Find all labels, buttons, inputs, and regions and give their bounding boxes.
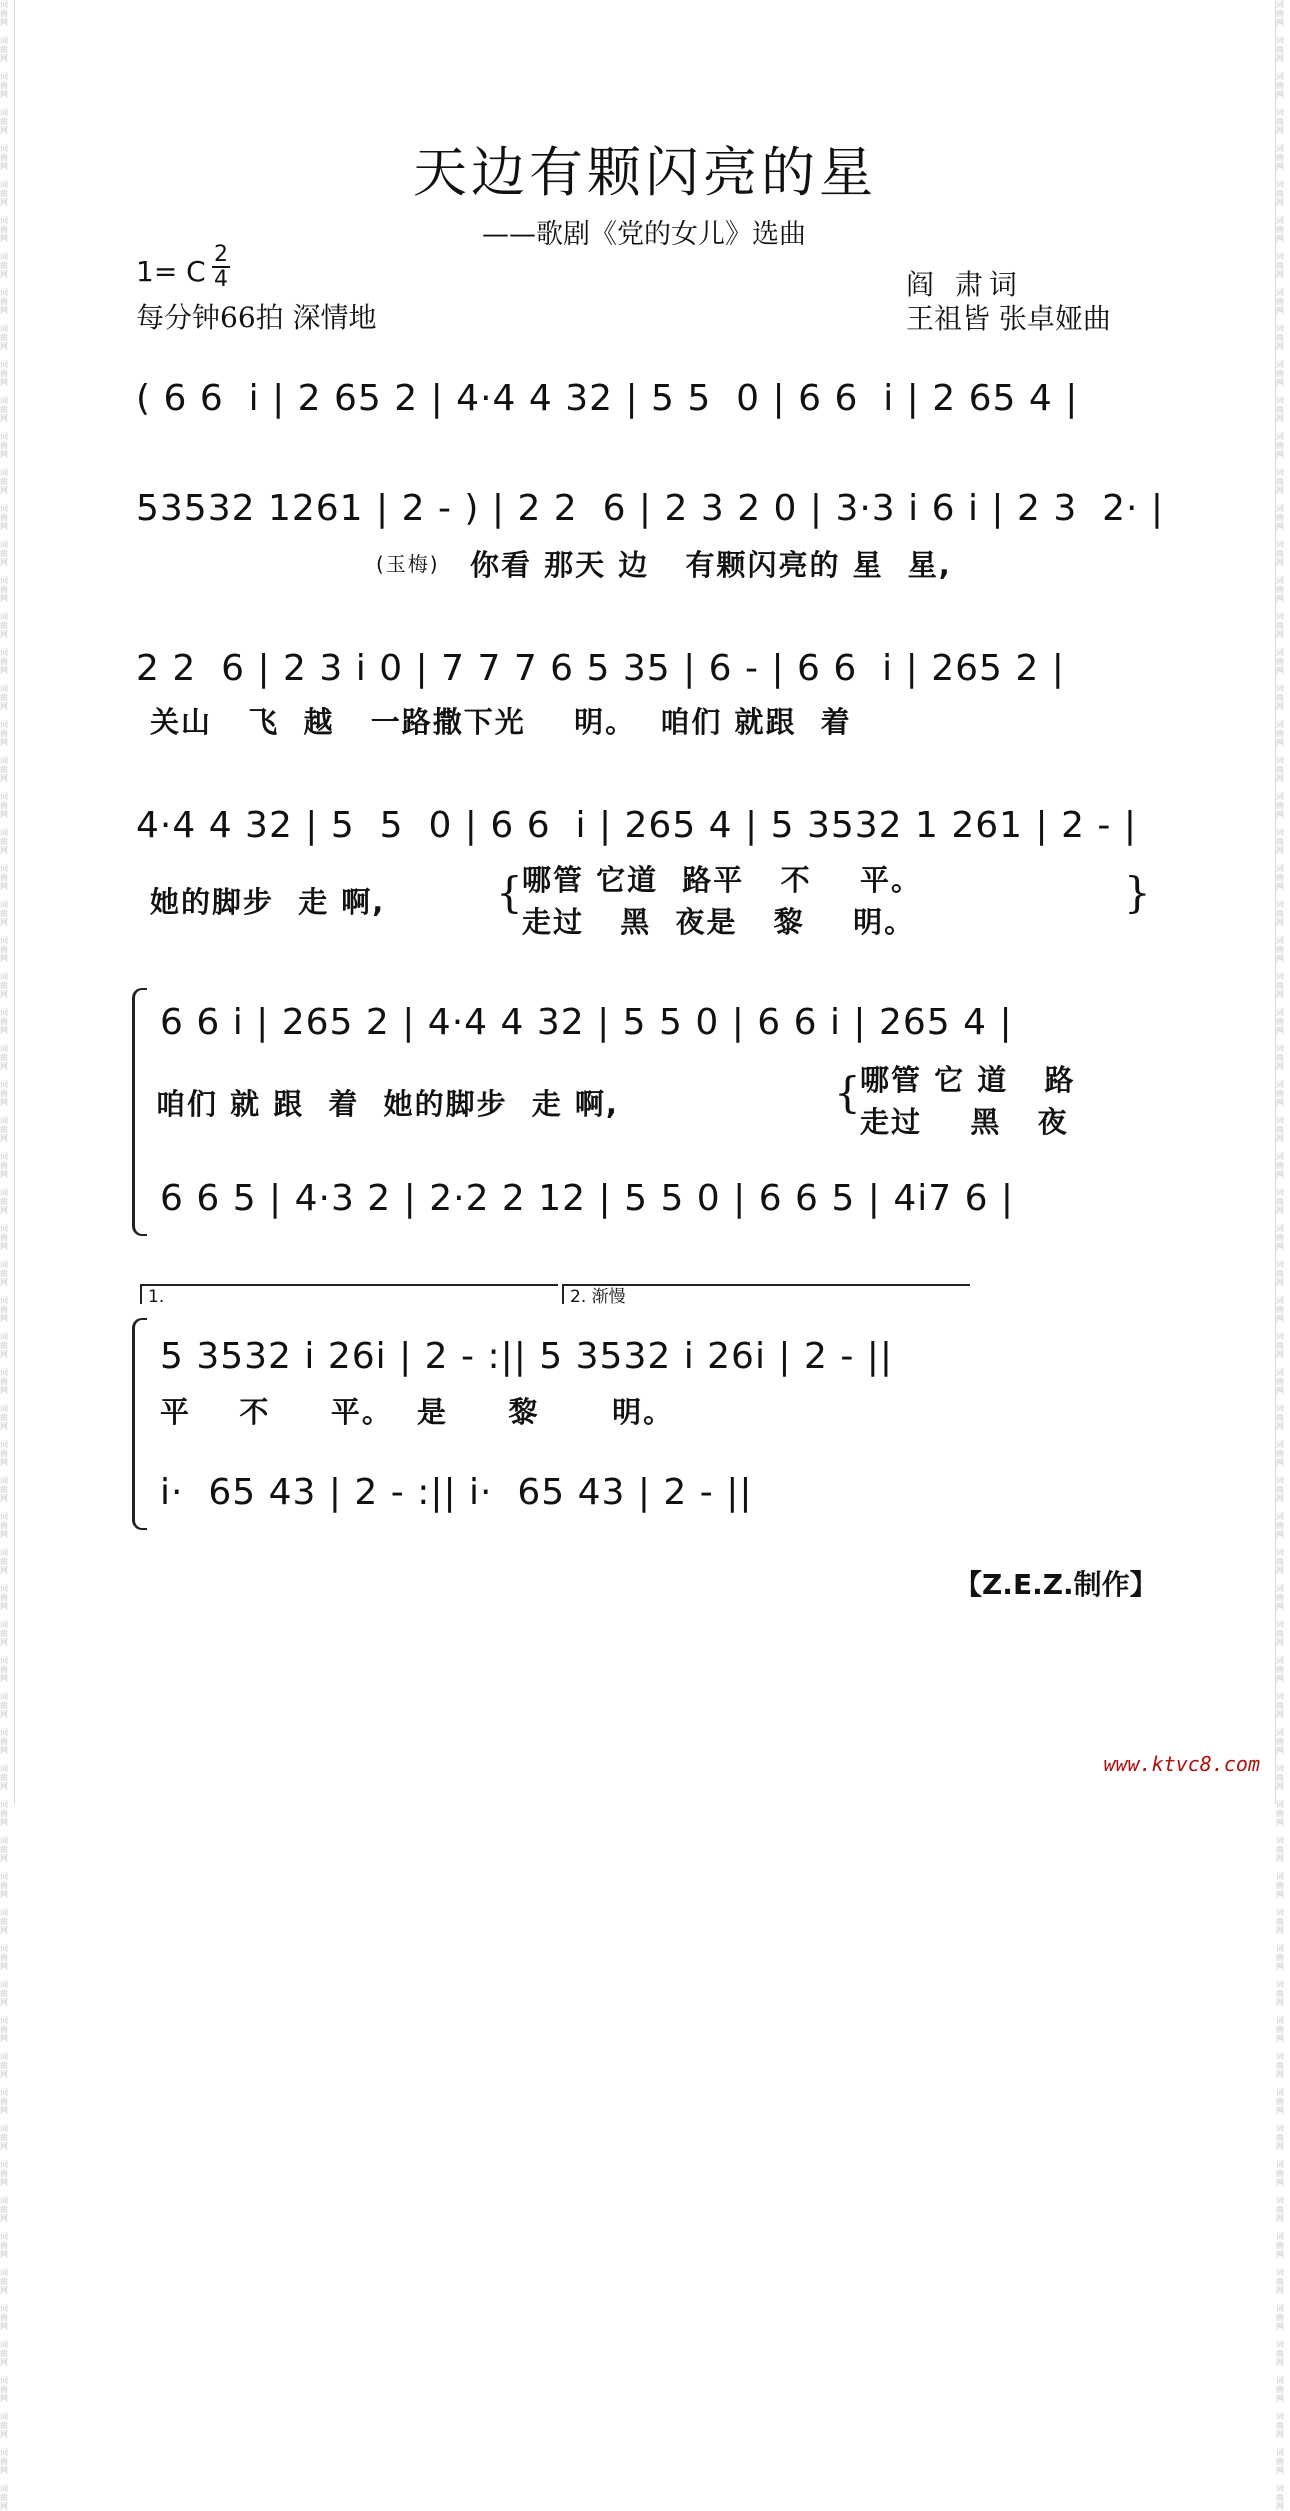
song-title: 天边有颗闪亮的星 xyxy=(413,141,877,204)
maker-credit: 【Z.E.Z.制作】 xyxy=(954,1568,1158,1601)
music-line-3: 2 2 6 | 2 3 i 0 | 7 7 7 6 5 35 | 6 - | 6 6 i | 265 2 | xyxy=(136,648,1065,689)
time-signature-top: 2 xyxy=(214,242,228,267)
music-line-2: 53532 1261 | 2 - ) | 2 2 6 | 2 3 2 0 | 3·3 i 6 i | 2 3 2· | xyxy=(136,488,1165,529)
music-line-6: 6 6 5 | 4·3 2 | 2·2 2 12 | 5 5 0 | 6 6 5 | 4i7 6 | xyxy=(160,1178,1015,1219)
time-signature-bottom: 4 xyxy=(214,267,228,292)
tempo-marking: 每分钟66拍 深情地 xyxy=(136,301,377,334)
lyrics-line-4-verse-1: 哪管 它道 路平 不 平。 xyxy=(522,863,922,897)
system-bracket-1 xyxy=(132,988,147,1236)
website-watermark: www.ktvc8.com xyxy=(1103,1752,1260,1776)
lyrics-line-2: 你看 那天 边 有颗闪亮的 星 星, xyxy=(470,548,952,582)
system-bracket-2 xyxy=(132,1318,147,1530)
second-ending: 2. 渐慢 xyxy=(562,1284,970,1304)
left-margin-watermark: 词 曲 网 词 曲 网 词 曲 网 词 曲 网 词 曲 网 词 曲 网 词 曲 网 词 曲 网 词 曲 网 词 曲 网 词 曲 网 词 曲 网 词 曲 网 词 曲 网 词 曲 网 词 曲 网 词 曲 网 词 曲 网 词 曲 网 词 曲 网 词 曲 网 词 曲 网 词 曲 网 词 曲 网 词 曲 网 词 曲 网 词 曲 网 词 曲 网 词 曲 网 词 曲 网 词 曲 网 词 曲 网 词 曲 网 词 曲 网 词 曲 网 词 曲 网 词 曲 网 词 曲 网 词 曲 网 词 曲 网 词 曲 网 词 曲 网 词 曲 网 词 曲 网 词 曲 网 词 曲 网 词 曲 网 词 曲 网 词 曲 网 词 曲 网 词 曲 网 词 曲 网 词 曲 网 词 曲 网 词 曲 网 词 曲 网 词 曲 网 词 曲 网 词 曲 网 词 曲 网 词 曲 网 词 曲 网 词 曲 网 词 曲 网 词 曲 网 词 曲 网 词 曲 网 词 曲 网 词 曲 网 词 曲 网 xyxy=(0,0,15,1804)
lyrics-line-4: 她的脚步 走 啊, xyxy=(150,885,386,919)
music-line-7: 5 3532 i 26i | 2 - :|| 5 3532 i 26i | 2 - || xyxy=(160,1336,894,1377)
lyricist-credit: 阎 肃词 xyxy=(906,268,1023,301)
music-line-8: i· 65 43 | 2 - :|| i· 65 43 | 2 - || xyxy=(160,1472,753,1513)
song-subtitle: ——歌剧《党的女儿》选曲 xyxy=(482,219,806,250)
lyrics-line-7: 平 不 平。 是 黎 明。 xyxy=(160,1395,675,1429)
verse-open-brace-2: { xyxy=(834,1068,861,1117)
lyrics-line-5-verse-2: 走过 黑 夜 xyxy=(860,1105,1069,1139)
right-margin-watermark: 词 曲 网 词 曲 网 词 曲 网 词 曲 网 词 曲 网 词 曲 网 词 曲 网 词 曲 网 词 曲 网 词 曲 网 词 曲 网 词 曲 网 词 曲 网 词 曲 网 词 曲 网 词 曲 网 词 曲 网 词 曲 网 词 曲 网 词 曲 网 词 曲 网 词 曲 网 词 曲 网 词 曲 网 词 曲 网 词 曲 网 词 曲 网 词 曲 网 词 曲 网 词 曲 网 词 曲 网 词 曲 网 词 曲 网 词 曲 网 词 曲 网 词 曲 网 词 曲 网 词 曲 网 词 曲 网 词 曲 网 词 曲 网 词 曲 网 词 曲 网 词 曲 网 词 曲 网 词 曲 网 词 曲 网 词 曲 网 词 曲 网 词 曲 网 词 曲 网 词 曲 网 词 曲 网 词 曲 网 词 曲 网 词 曲 网 词 曲 网 词 曲 网 词 曲 网 词 曲 网 词 曲 网 词 曲 网 词 曲 网 词 曲 网 词 曲 网 词 曲 网 词 曲 网 词 曲 网 词 曲 网 词 曲 网 xyxy=(1275,0,1290,1804)
lyrics-line-3: 关山 飞 越 一路撒下光 明。 咱们 就跟 着 xyxy=(150,705,852,739)
verse-open-brace: { xyxy=(496,868,523,917)
lyrics-line-4-verse-2: 走过 黑 夜是 黎 明。 xyxy=(522,905,916,939)
lyrics-line-5-verse-1: 哪管 它 道 路 xyxy=(860,1063,1076,1097)
composer-credit: 王祖皆 张卓娅曲 xyxy=(906,302,1111,335)
music-line-4: 4·4 4 32 | 5 5 0 | 6 6 i | 265 4 | 5 3532 1 261 | 2 - | xyxy=(136,805,1137,846)
music-line-5: 6 6 i | 265 2 | 4·4 4 32 | 5 5 0 | 6 6 i | 265 4 | xyxy=(160,1002,1013,1043)
key-signature: 1= C xyxy=(136,255,206,288)
time-signature xyxy=(212,243,230,291)
verse-close-brace: } xyxy=(1124,868,1151,917)
singer-label: (玉梅) xyxy=(376,552,440,576)
music-line-1: ( 6 6 i | 2 65 2 | 4·4 4 32 | 5 5 0 | 6 6 i | 2 65 4 | xyxy=(136,378,1079,419)
first-ending: 1. xyxy=(140,1284,558,1304)
lyrics-line-5: 咱们 就 跟 着 她的脚步 走 啊, xyxy=(156,1087,619,1121)
